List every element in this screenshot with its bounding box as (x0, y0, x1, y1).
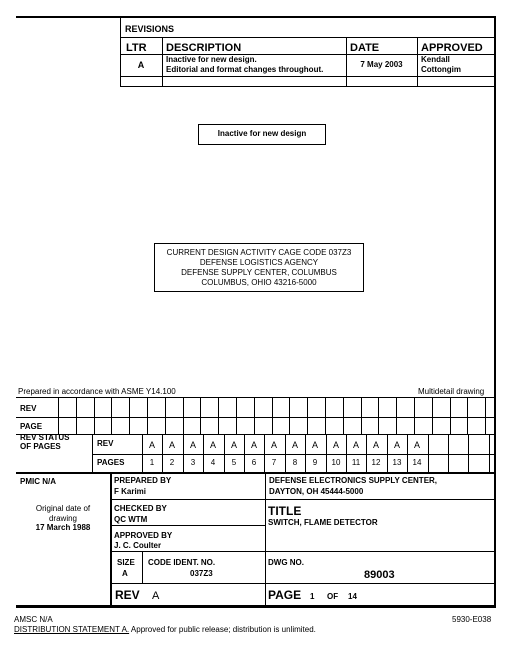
rev-status-letter: A (291, 440, 298, 450)
inactive-notice: Inactive for new design (217, 129, 307, 138)
rev-status-letter: A (352, 440, 359, 450)
rev-status-letter: A (332, 440, 339, 450)
drawing-title: SWITCH, FLAME DETECTOR (268, 518, 378, 527)
prepared-by-label: PREPARED BY (114, 476, 172, 485)
prepared-by: F Karimi (114, 487, 147, 496)
date-header: DATE (350, 42, 380, 54)
dwg-no: 89003 (364, 569, 395, 581)
rev-status-page: 14 (412, 458, 422, 467)
checked-by: QC WTM (114, 515, 148, 524)
revision-desc-line2: Editorial and format changes throughout. (166, 65, 324, 74)
original-date-label-2: drawing (48, 514, 77, 523)
activity-line-2: DAYTON, OH 45444-5000 (269, 487, 364, 496)
code-ident-label: CODE IDENT. NO. (148, 558, 216, 567)
rev-row-label: REV (20, 404, 37, 413)
rev-status-letter: A (168, 440, 175, 450)
rev-status-letter: A (372, 440, 379, 450)
revision-approved-line2: Cottongim (421, 65, 461, 74)
cage-line-1: CURRENT DESIGN ACTIVITY CAGE CODE 037Z3 (166, 248, 352, 257)
rev-status-letter: A (250, 440, 257, 450)
pages-sub-label: PAGES (97, 458, 125, 467)
rev-status-page: 2 (169, 458, 175, 467)
rev-status-page: 7 (271, 458, 277, 467)
cage-line-2: DEFENSE LOGISTICS AGENCY (199, 258, 319, 267)
revisions-title: REVISIONS (125, 24, 175, 34)
page-row-label: PAGE (20, 422, 43, 431)
rev-status-page: 3 (190, 458, 196, 467)
checked-by-label: CHECKED BY (114, 504, 167, 513)
rev-status-label-2: OF PAGES (20, 442, 61, 451)
code-ident: 037Z3 (190, 569, 213, 578)
rev-status-letter: A (311, 440, 318, 450)
title-label: TITLE (268, 504, 302, 518)
cage-code-block (154, 243, 364, 292)
rev-status-page: 8 (292, 458, 298, 467)
page-number: 1 (310, 592, 315, 601)
revision-approved-line1: Kendall (421, 55, 450, 64)
size-value: A (122, 569, 128, 578)
rev-status-page: 6 (251, 458, 257, 467)
description-header: DESCRIPTION (166, 42, 242, 54)
cage-line-4: COLUMBUS, OHIO 43216-5000 (201, 278, 317, 287)
rev-value: A (152, 590, 160, 602)
rev-status-letter: A (148, 440, 155, 450)
prepared-note: Prepared in accordance with ASME Y14.100 (18, 387, 176, 396)
size-label: SIZE (117, 558, 135, 567)
rev-status-letter: A (393, 440, 400, 450)
rev-status-page: 13 (392, 458, 402, 467)
activity-line-1: DEFENSE ELECTRONICS SUPPLY CENTER, (269, 476, 438, 485)
rev-status-letter: A (189, 440, 196, 450)
distribution-statement (14, 626, 316, 635)
distribution-statement-text: Approved for public release; distribution is unlimited. (130, 625, 316, 634)
rev-status-label-1: REV STATUS (20, 433, 70, 442)
rev-status-letter: A (413, 440, 420, 450)
cage-line-3: DEFENSE SUPPLY CENTER, COLUMBUS (181, 268, 337, 277)
rev-sub-label: REV (97, 439, 114, 448)
multidetail-note: Multidetail drawing (418, 387, 485, 396)
approved-by-label: APPROVED BY (114, 531, 173, 540)
rev-status-page: 9 (312, 458, 318, 467)
distribution-statement-label: DISTRIBUTION STATEMENT A. (14, 625, 130, 634)
rev-status-letter: A (209, 440, 216, 450)
rev-label: REV (115, 588, 140, 602)
original-date-label-1: Original date of (35, 504, 91, 513)
rev-status-page: 11 (351, 458, 361, 467)
rev-status-page: 1 (149, 458, 155, 467)
rev-status-page: 12 (371, 458, 381, 467)
revision-ltr: A (137, 60, 145, 70)
ltr-header: LTR (126, 42, 147, 54)
amsc: AMSC N/A (14, 615, 53, 624)
original-date: 17 March 1988 (35, 523, 91, 532)
pmic: PMIC N/A (20, 477, 56, 486)
rev-status-letter: A (230, 440, 237, 450)
of-label: OF (327, 592, 339, 601)
of-pages: 14 (348, 592, 357, 601)
approved-by: J. C. Coulter (114, 541, 162, 550)
rev-status-letter: A (270, 440, 277, 450)
page-label: PAGE (268, 588, 302, 602)
form-number: 5930-E038 (452, 615, 492, 624)
inactive-notice-box (198, 124, 326, 145)
rev-status-page: 4 (210, 458, 216, 467)
revision-date: 7 May 2003 (360, 60, 403, 69)
dwg-no-label: DWG NO. (268, 558, 304, 567)
rev-status-page: 10 (331, 458, 341, 467)
revision-desc-line1: Inactive for new design. (166, 55, 257, 64)
rev-status-page: 5 (231, 458, 237, 467)
approved-header: APPROVED (421, 42, 483, 54)
